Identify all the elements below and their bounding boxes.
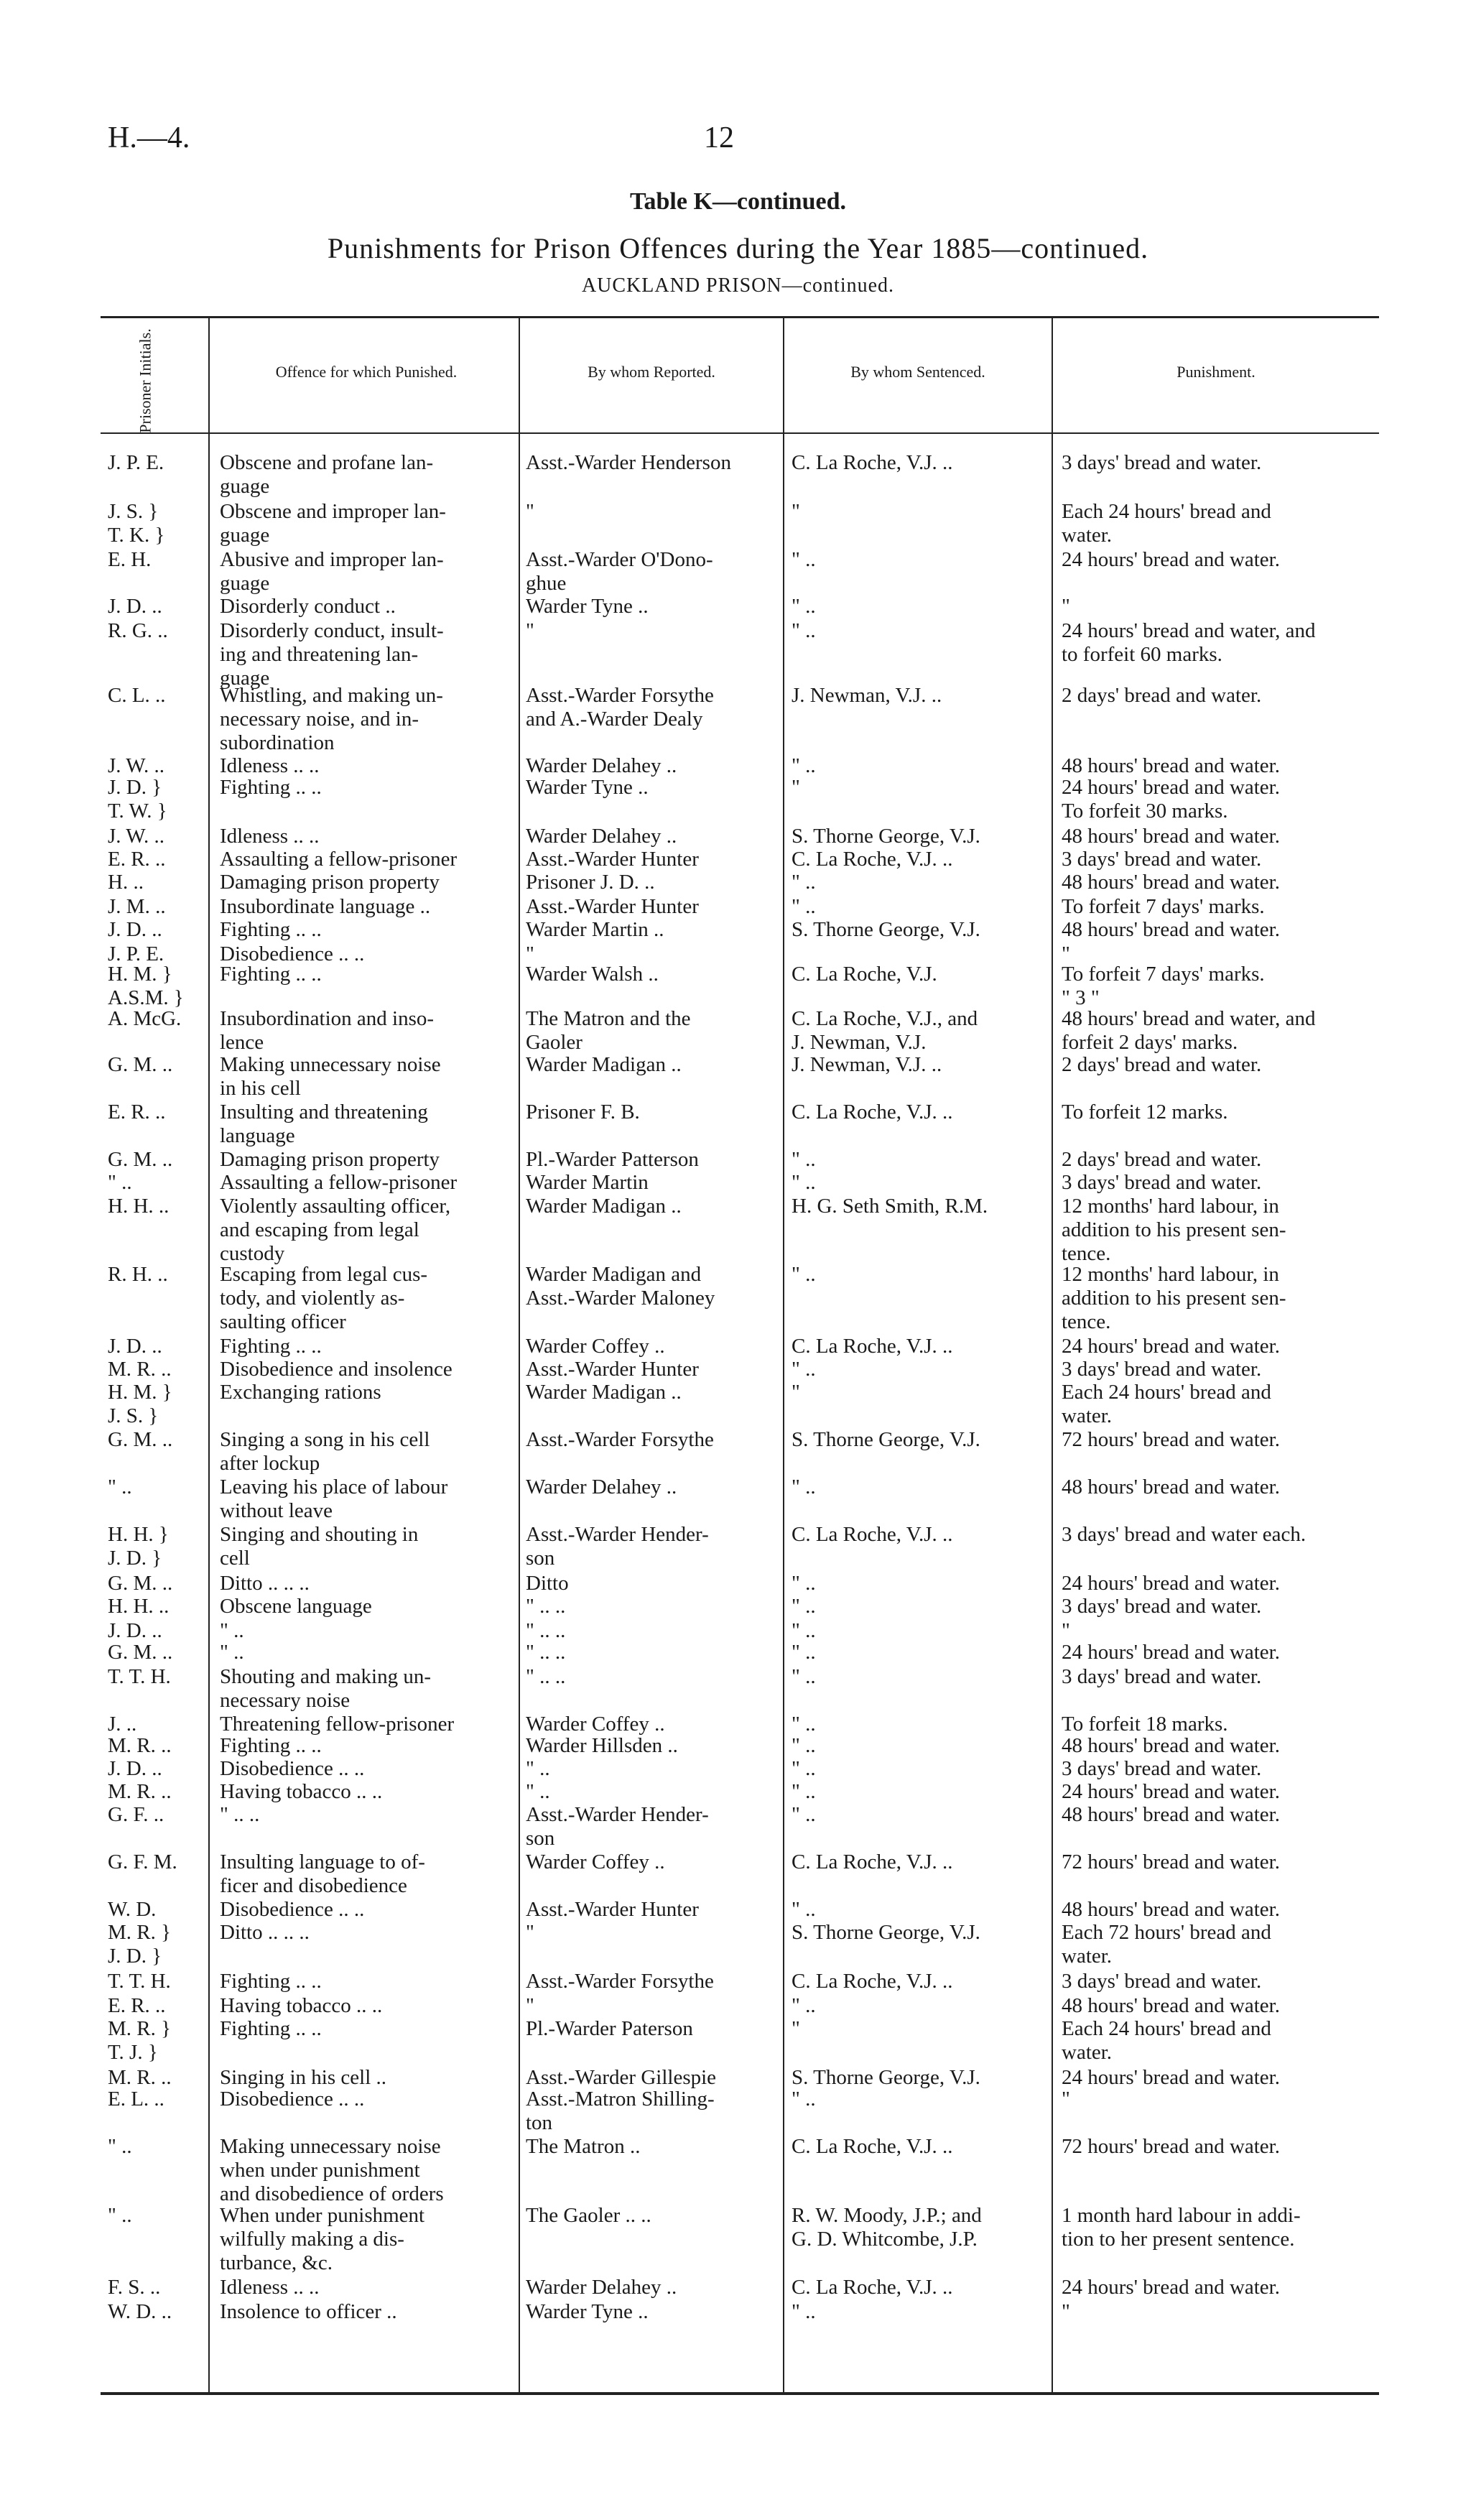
paper-reference: H.—4.	[108, 121, 190, 154]
cell-reported: Warder Delahey ..	[526, 1476, 677, 1498]
cell-sentenced: "	[792, 1381, 800, 1404]
cell-sentenced: "	[792, 500, 800, 523]
cell-punishment: 3 days' bread and water.	[1062, 1171, 1262, 1194]
cell-punishment: 48 hours' bread and water.	[1062, 871, 1280, 894]
cell-sentenced: C. La Roche, V.J.	[792, 963, 937, 986]
cell-punishment: 48 hours' bread and water.	[1062, 918, 1280, 941]
cell-offence: Obscene and profane lan- guage	[220, 451, 434, 498]
cell-punishment: 3 days' bread and water.	[1062, 1358, 1262, 1381]
cell-offence: Having tobacco .. ..	[220, 1994, 383, 2017]
cell-reported: Asst.-Warder Hunter	[526, 1358, 699, 1381]
table-subtitle: Punishments for Prison Offences during the Year 1885—continued.	[327, 232, 1149, 264]
cell-offence: Obscene and improper lan- guage	[220, 500, 446, 547]
cell-sentenced: " ..	[792, 548, 816, 571]
cell-offence: Idleness .. ..	[220, 2276, 320, 2299]
cell-punishment: 48 hours' bread and water, and forfeit 2 days' marks.	[1062, 1007, 1316, 1054]
cell-offence: Assaulting a fellow-prisoner	[220, 1171, 458, 1194]
cell-offence: Fighting .. ..	[220, 1734, 322, 1757]
cell-reported: The Gaoler .. ..	[526, 2204, 651, 2227]
cell-initials: J. D. ..	[108, 1335, 162, 1358]
cell-reported: Warder Tyne ..	[526, 2300, 649, 2323]
cell-offence: Making unnecessary noise in his cell	[220, 1053, 441, 1100]
cell-sentenced: C. La Roche, V.J. ..	[792, 1335, 953, 1358]
cell-initials: C. L. ..	[108, 684, 166, 707]
cell-sentenced: " ..	[792, 1803, 816, 1826]
cell-sentenced: " ..	[792, 1898, 816, 1921]
cell-reported: Warder Tyne ..	[526, 595, 649, 618]
cell-punishment: 24 hours' bread and water.	[1062, 1780, 1280, 1803]
cell-offence: Violently assaulting officer, and escaping from legal custody	[220, 1195, 451, 1265]
cell-punishment: Each 72 hours' bread and water.	[1062, 1921, 1271, 1968]
cell-punishment: 2 days' bread and water.	[1062, 1053, 1262, 1076]
cell-initials: J. W. ..	[108, 825, 164, 848]
cell-offence: " .. ..	[220, 1803, 260, 1826]
cell-offence: When under punishment wilfully making a dis- turbance, &c.	[220, 2204, 425, 2274]
cell-sentenced: " ..	[792, 1994, 816, 2017]
cell-punishment: 24 hours' bread and water. To forfeit 30 marks.	[1062, 776, 1280, 823]
cell-initials: G. M. ..	[108, 1148, 173, 1171]
cell-reported: Asst.-Warder Hender- son	[526, 1523, 709, 1570]
cell-reported: Warder Delahey ..	[526, 2276, 677, 2299]
cell-reported: Pl.-Warder Patterson	[526, 1148, 699, 1171]
cell-initials: M. R. } J. D. }	[108, 1921, 172, 1968]
cell-offence: Disobedience and insolence	[220, 1358, 452, 1381]
cell-punishment: 24 hours' bread and water.	[1062, 2276, 1280, 2299]
cell-initials: M. R. ..	[108, 1734, 172, 1757]
cell-offence: Fighting .. ..	[220, 918, 322, 941]
cell-initials: A. McG.	[108, 1007, 182, 1030]
cell-reported: Prisoner F. B.	[526, 1101, 640, 1124]
cell-reported: Prisoner J. D. ..	[526, 871, 655, 894]
cell-reported: Warder Madigan and Asst.-Warder Maloney	[526, 1263, 715, 1310]
cell-reported: Asst.-Warder Forsythe	[526, 1428, 714, 1451]
cell-reported: Warder Martin ..	[526, 918, 664, 941]
cell-initials: R. H. ..	[108, 1263, 168, 1286]
cell-initials: J. D. ..	[108, 918, 162, 941]
cell-initials: J. D. ..	[108, 595, 162, 618]
cell-punishment: 48 hours' bread and water.	[1062, 1994, 1280, 2017]
cell-initials: J. P. E.	[108, 451, 164, 474]
cell-sentenced: J. Newman, V.J. ..	[792, 1053, 942, 1076]
cell-punishment: 48 hours' bread and water.	[1062, 1898, 1280, 1921]
cell-initials: " ..	[108, 1171, 132, 1194]
cell-punishment: 72 hours' bread and water.	[1062, 2135, 1280, 2158]
cell-sentenced: " ..	[792, 595, 816, 618]
cell-reported: Asst.-Warder Hunter	[526, 895, 699, 918]
cell-offence: Insulting and threatening language	[220, 1101, 428, 1147]
cell-initials: H. ..	[108, 871, 144, 894]
cell-punishment: 3 days' bread and water.	[1062, 1970, 1262, 1993]
cell-initials: J. S. } T. K. }	[108, 500, 165, 547]
cell-reported: Asst.-Matron Shilling- ton	[526, 2088, 715, 2134]
cell-initials: E. R. ..	[108, 1994, 166, 2017]
cell-reported: "	[526, 1921, 534, 1944]
cell-offence: Exchanging rations	[220, 1381, 381, 1404]
cell-initials: G. F. M.	[108, 1850, 177, 1873]
cell-sentenced: " ..	[792, 1358, 816, 1381]
cell-sentenced: "	[792, 776, 800, 799]
cell-reported: "	[526, 500, 534, 523]
cell-sentenced: " ..	[792, 871, 816, 894]
cell-offence: Escaping from legal cus- tody, and violently as- saulting officer	[220, 1263, 428, 1333]
cell-reported: " .. ..	[526, 1595, 566, 1618]
cell-sentenced: "	[792, 2017, 800, 2040]
cell-offence: Making unnecessary noise when under punishment and disobedience of orders	[220, 2135, 444, 2205]
cell-punishment: "	[1062, 1619, 1070, 1642]
cell-offence: Singing in his cell ..	[220, 2066, 386, 2089]
cell-sentenced: " ..	[792, 2300, 816, 2323]
prison-name: AUCKLAND PRISON—continued.	[581, 274, 895, 297]
cell-sentenced: " ..	[792, 1619, 816, 1642]
cell-reported: "	[526, 619, 534, 642]
cell-offence: Singing a song in his cell after lockup	[220, 1428, 430, 1475]
cell-sentenced: " ..	[792, 1476, 816, 1498]
cell-offence: Insolence to officer ..	[220, 2300, 397, 2323]
cell-punishment: 3 days' bread and water each.	[1062, 1523, 1306, 1546]
cell-initials: G. M. ..	[108, 1641, 173, 1664]
cell-reported: The Matron ..	[526, 2135, 641, 2158]
cell-reported: Warder Madigan ..	[526, 1195, 682, 1218]
cell-initials: J. W. ..	[108, 754, 164, 777]
column-header-initials: Prisoner Initials.	[136, 328, 154, 433]
cell-punishment: "	[1062, 2300, 1070, 2323]
cell-punishment: Each 24 hours' bread and water.	[1062, 500, 1271, 547]
cell-initials: H. H. } J. D. }	[108, 1523, 169, 1570]
table-title: Table K—continued.	[629, 188, 847, 215]
cell-reported: Asst.-Warder Forsythe and A.-Warder Dealy	[526, 684, 714, 731]
cell-offence: Insubordinate language ..	[220, 895, 431, 918]
cell-offence: Idleness .. ..	[220, 754, 320, 777]
cell-reported: Warder Coffey ..	[526, 1713, 665, 1736]
cell-punishment: 3 days' bread and water.	[1062, 1757, 1262, 1780]
page-number: 12	[704, 121, 734, 154]
cell-initials: H. M. } J. S. }	[108, 1381, 172, 1427]
cell-offence: Disobedience .. ..	[220, 2088, 365, 2111]
cell-reported: "	[526, 942, 534, 965]
cell-sentenced: S. Thorne George, V.J.	[792, 2066, 980, 2089]
cell-initials: G. M. ..	[108, 1053, 173, 1076]
cell-offence: Disobedience .. ..	[220, 942, 365, 965]
cell-punishment: 48 hours' bread and water.	[1062, 1803, 1280, 1826]
cell-offence: Assaulting a fellow-prisoner	[220, 848, 458, 871]
cell-offence: " ..	[220, 1641, 244, 1664]
cell-initials: " ..	[108, 1476, 132, 1498]
cell-punishment: 24 hours' bread and water, and to forfeit 60 marks.	[1062, 619, 1316, 666]
column-header-punishment: Punishment.	[1176, 363, 1255, 381]
cell-sentenced: " ..	[792, 1572, 816, 1595]
cell-offence: Ditto .. .. ..	[220, 1572, 310, 1595]
cell-offence: Damaging prison property	[220, 1148, 440, 1171]
cell-punishment: 1 month hard labour in addi- tion to her present sentence.	[1062, 2204, 1301, 2251]
cell-initials: J. M. ..	[108, 895, 166, 918]
cell-reported: Asst.-Warder Hunter	[526, 1898, 699, 1921]
cell-offence: Having tobacco .. ..	[220, 1780, 383, 1803]
cell-initials: T. T. H.	[108, 1665, 171, 1688]
cell-initials: W. D.	[108, 1898, 157, 1921]
cell-offence: Disobedience .. ..	[220, 1757, 365, 1780]
cell-sentenced: " ..	[792, 895, 816, 918]
cell-sentenced: C. La Roche, V.J. ..	[792, 1101, 953, 1124]
cell-initials: J. ..	[108, 1713, 137, 1736]
cell-sentenced: " ..	[792, 2088, 816, 2111]
cell-reported: Asst.-Warder O'Dono- ghue	[526, 548, 713, 595]
column-header-offence: Offence for which Punished.	[275, 363, 458, 381]
cell-punishment: "	[1062, 2088, 1070, 2111]
cell-initials: " ..	[108, 2204, 132, 2227]
cell-sentenced: C. La Roche, V.J. ..	[792, 451, 953, 474]
cell-punishment: 48 hours' bread and water.	[1062, 754, 1280, 777]
cell-sentenced: S. Thorne George, V.J.	[792, 1921, 980, 1944]
cell-reported: Asst.-Warder Gillespie	[526, 2066, 717, 2089]
cell-offence: Fighting .. ..	[220, 2017, 322, 2040]
cell-punishment: "	[1062, 595, 1070, 618]
cell-initials: J. D. } T. W. }	[108, 776, 167, 823]
cell-offence: Disorderly conduct, insult- ing and threatening lan- guage	[220, 619, 444, 690]
cell-sentenced: C. La Roche, V.J. ..	[792, 2135, 953, 2158]
cell-initials: W. D. ..	[108, 2300, 172, 2323]
cell-initials: J. D. ..	[108, 1619, 162, 1642]
cell-initials: G. F. ..	[108, 1803, 164, 1826]
cell-punishment: 48 hours' bread and water.	[1062, 825, 1280, 848]
cell-sentenced: " ..	[792, 754, 816, 777]
cell-sentenced: " ..	[792, 1595, 816, 1618]
cell-sentenced: C. La Roche, V.J. ..	[792, 1523, 953, 1546]
cell-punishment: To forfeit 7 days' marks. " 3 "	[1062, 963, 1265, 1009]
cell-punishment: 3 days' bread and water.	[1062, 1665, 1262, 1688]
cell-offence: Insulting language to of- ficer and disobedience	[220, 1850, 425, 1897]
cell-sentenced: C. La Roche, V.J., and J. Newman, V.J.	[792, 1007, 978, 1054]
cell-reported: Warder Coffey ..	[526, 1335, 665, 1358]
cell-sentenced: " ..	[792, 1780, 816, 1803]
cell-offence: Fighting .. ..	[220, 1335, 322, 1358]
cell-initials: G. M. ..	[108, 1572, 173, 1595]
cell-offence: Whistling, and making un- necessary noise, and in- subordination	[220, 684, 443, 754]
cell-offence: Damaging prison property	[220, 871, 440, 894]
cell-punishment: 24 hours' bread and water.	[1062, 2066, 1280, 2089]
cell-offence: Abusive and improper lan- guage	[220, 548, 444, 595]
cell-offence: Idleness .. ..	[220, 825, 320, 848]
cell-reported: Warder Madigan ..	[526, 1053, 682, 1076]
cell-punishment: 3 days' bread and water.	[1062, 1595, 1262, 1618]
cell-punishment: To forfeit 18 marks.	[1062, 1713, 1228, 1736]
cell-punishment: 2 days' bread and water.	[1062, 1148, 1262, 1171]
cell-punishment: 24 hours' bread and water.	[1062, 1572, 1280, 1595]
cell-offence: " ..	[220, 1619, 244, 1642]
cell-punishment: 24 hours' bread and water.	[1062, 1641, 1280, 1664]
cell-offence: Obscene language	[220, 1595, 372, 1618]
cell-offence: Singing and shouting in cell	[220, 1523, 419, 1570]
cell-punishment: Each 24 hours' bread and water.	[1062, 2017, 1271, 2064]
cell-initials: E. H.	[108, 548, 152, 571]
cell-offence: Leaving his place of labour without leave	[220, 1476, 448, 1522]
cell-punishment: 3 days' bread and water.	[1062, 451, 1262, 474]
cell-initials: E. L. ..	[108, 2088, 164, 2111]
cell-sentenced: C. La Roche, V.J. ..	[792, 1850, 953, 1873]
cell-reported: " .. ..	[526, 1619, 566, 1642]
cell-offence: Ditto .. .. ..	[220, 1921, 310, 1944]
column-header-reported: By whom Reported.	[588, 363, 715, 381]
cell-punishment: Each 24 hours' bread and water.	[1062, 1381, 1271, 1427]
cell-initials: M. R. ..	[108, 1358, 172, 1381]
cell-reported: " .. ..	[526, 1641, 566, 1664]
cell-reported: Pl.-Warder Paterson	[526, 2017, 693, 2040]
cell-initials: M. R. } T. J. }	[108, 2017, 172, 2064]
cell-sentenced: " ..	[792, 1641, 816, 1664]
cell-sentenced: J. Newman, V.J. ..	[792, 684, 942, 707]
cell-reported: Warder Martin	[526, 1171, 649, 1194]
cell-reported: " .. ..	[526, 1665, 566, 1688]
cell-offence: Fighting .. ..	[220, 1970, 322, 1993]
cell-punishment: 48 hours' bread and water.	[1062, 1476, 1280, 1498]
cell-initials: J. D. ..	[108, 1757, 162, 1780]
cell-initials: H. H. ..	[108, 1595, 170, 1618]
cell-punishment: 48 hours' bread and water.	[1062, 1734, 1280, 1757]
cell-sentenced: C. La Roche, V.J. ..	[792, 848, 953, 871]
cell-reported: Ditto	[526, 1572, 569, 1595]
cell-sentenced: C. La Roche, V.J. ..	[792, 1970, 953, 1993]
cell-offence: Disobedience .. ..	[220, 1898, 365, 1921]
cell-initials: M. R. ..	[108, 2066, 172, 2089]
cell-sentenced: " ..	[792, 1171, 816, 1194]
cell-initials: H. H. ..	[108, 1195, 170, 1218]
cell-reported: Warder Delahey ..	[526, 825, 677, 848]
cell-punishment: "	[1062, 942, 1070, 965]
cell-initials: G. M. ..	[108, 1428, 173, 1451]
cell-initials: M. R. ..	[108, 1780, 172, 1803]
cell-punishment: 72 hours' bread and water.	[1062, 1850, 1280, 1873]
cell-punishment: 2 days' bread and water.	[1062, 684, 1262, 707]
cell-sentenced: " ..	[792, 1665, 816, 1688]
cell-sentenced: " ..	[792, 1148, 816, 1171]
cell-sentenced: S. Thorne George, V.J.	[792, 918, 980, 941]
cell-punishment: 12 months' hard labour, in addition to his present sen- tence.	[1062, 1263, 1286, 1333]
cell-reported: Warder Coffey ..	[526, 1850, 665, 1873]
cell-reported: Warder Walsh ..	[526, 963, 659, 986]
cell-initials: R. G. ..	[108, 619, 168, 642]
cell-punishment: 72 hours' bread and water.	[1062, 1428, 1280, 1451]
cell-reported: Warder Delahey ..	[526, 754, 677, 777]
cell-offence: Disorderly conduct ..	[220, 595, 396, 618]
cell-initials: J. P. E.	[108, 942, 164, 965]
cell-punishment: 24 hours' bread and water.	[1062, 548, 1280, 571]
cell-initials: H. M. } A.S.M. }	[108, 963, 184, 1009]
cell-sentenced: " ..	[792, 1757, 816, 1780]
cell-initials: " ..	[108, 2135, 132, 2158]
cell-reported: Asst.-Warder Hender- son	[526, 1803, 709, 1850]
cell-offence: Fighting .. ..	[220, 776, 322, 799]
cell-reported: The Matron and the Gaoler	[526, 1007, 691, 1054]
cell-sentenced: S. Thorne George, V.J.	[792, 1428, 980, 1451]
cell-sentenced: C. La Roche, V.J. ..	[792, 2276, 953, 2299]
cell-reported: Asst.-Warder Henderson	[526, 451, 731, 474]
cell-offence: Threatening fellow-prisoner	[220, 1713, 455, 1736]
cell-reported: " ..	[526, 1757, 550, 1780]
column-header-sentenced: By whom Sentenced.	[850, 363, 985, 381]
cell-reported: Asst.-Warder Forsythe	[526, 1970, 714, 1993]
cell-reported: "	[526, 1994, 534, 2017]
cell-punishment: To forfeit 7 days' marks.	[1062, 895, 1265, 918]
cell-offence: Insubordination and inso- lence	[220, 1007, 435, 1054]
cell-sentenced: " ..	[792, 619, 816, 642]
cell-reported: Warder Hillsden ..	[526, 1734, 678, 1757]
cell-sentenced: H. G. Seth Smith, R.M.	[792, 1195, 988, 1218]
cell-offence: Shouting and making un- necessary noise	[220, 1665, 432, 1712]
cell-reported: " ..	[526, 1780, 550, 1803]
cell-punishment: 24 hours' bread and water.	[1062, 1335, 1280, 1358]
cell-sentenced: " ..	[792, 1734, 816, 1757]
cell-punishment: 12 months' hard labour, in addition to his present sen- tence.	[1062, 1195, 1286, 1265]
cell-initials: E. R. ..	[108, 848, 166, 871]
cell-punishment: 3 days' bread and water.	[1062, 848, 1262, 871]
cell-sentenced: R. W. Moody, J.P.; and G. D. Whitcombe, J.P.	[792, 2204, 982, 2251]
cell-reported: Warder Madigan ..	[526, 1381, 682, 1404]
cell-sentenced: " ..	[792, 1263, 816, 1286]
cell-offence: Fighting .. ..	[220, 963, 322, 986]
cell-reported: Asst.-Warder Hunter	[526, 848, 699, 871]
cell-initials: F. S. ..	[108, 2276, 161, 2299]
cell-initials: T. T. H.	[108, 1970, 171, 1993]
cell-reported: Warder Tyne ..	[526, 776, 649, 799]
cell-sentenced: S. Thorne George, V.J.	[792, 825, 980, 848]
cell-initials: E. R. ..	[108, 1101, 166, 1124]
cell-punishment: To forfeit 12 marks.	[1062, 1101, 1228, 1124]
cell-sentenced: " ..	[792, 1713, 816, 1736]
